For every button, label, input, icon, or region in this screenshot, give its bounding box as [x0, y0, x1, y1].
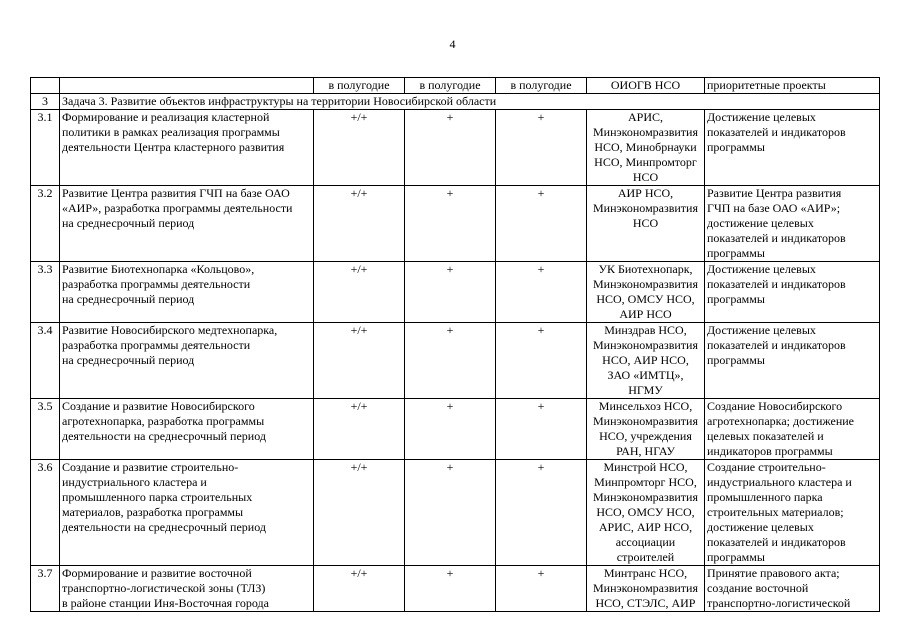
- table-row: [31, 262, 880, 323]
- row-half-3: +: [496, 460, 587, 566]
- row-projects-line: программы: [707, 246, 765, 260]
- row-name: [60, 323, 314, 399]
- row-half-3: +: [496, 399, 587, 460]
- row-name-line: в районе станции Иня-Восточная города: [62, 596, 269, 610]
- row-number: 3.7: [31, 566, 60, 612]
- row-name-line: транспортно-логистической зоны (ТЛЗ): [62, 581, 266, 595]
- table-row: [31, 186, 880, 262]
- row-projects: [705, 323, 880, 399]
- row-half-2: +: [405, 186, 496, 262]
- row-projects-line: Достижение целевых: [707, 110, 816, 124]
- header-executors: ОИОГВ НСО: [587, 78, 705, 94]
- row-projects-line: программы: [707, 353, 765, 367]
- header-projects: приоритетные проекты: [705, 78, 880, 94]
- row-name-line: «АИР», разработка программы деятельности: [62, 201, 293, 215]
- row-half-3: +: [496, 323, 587, 399]
- row-projects-line: индикаторов программы: [707, 444, 833, 458]
- page-number: 4: [449, 37, 456, 51]
- row-number: 3.2: [31, 186, 60, 262]
- row-executors-line: НСО: [632, 170, 659, 184]
- row-projects-line: Достижение целевых: [707, 262, 816, 276]
- row-projects-line: строительных материалов;: [707, 505, 844, 519]
- header-half-1: в полугодие: [314, 78, 405, 94]
- row-name-line: Развитие Новосибирского медтехнопарка,: [62, 323, 278, 337]
- row-projects-line: Создание строительно-: [707, 460, 826, 474]
- row-name-line: политики в рамках реализация программы: [62, 125, 280, 139]
- row-executors-line: АИР НСО,: [617, 186, 674, 200]
- row-executors-line: ЗАО «ИМТЦ»,: [607, 368, 684, 382]
- row-name-line: Создание и развитие Новосибирского: [62, 399, 255, 413]
- row-half-2: +: [405, 566, 496, 612]
- row-projects-line: достижение целевых: [707, 520, 814, 534]
- row-executors-line: ассоциации: [615, 535, 676, 549]
- row-projects-line: Развитие Центра развития: [707, 186, 842, 200]
- row-projects-line: показателей и индикаторов: [707, 535, 846, 549]
- row-executors-line: АИР НСО: [619, 307, 672, 321]
- row-projects-line: показателей и индикаторов: [707, 338, 846, 352]
- row-executors-line: строителей: [616, 550, 675, 564]
- row-executors: [587, 460, 705, 566]
- row-executors-line: НСО, ОМСУ НСО,: [596, 505, 695, 519]
- row-projects: [705, 110, 880, 186]
- row-name-line: Развитие Центра развития ГЧП на базе ОАО: [62, 186, 290, 200]
- row-projects: [705, 262, 880, 323]
- row-half-1: +/+: [314, 186, 405, 262]
- row-executors-line: НСО: [632, 216, 659, 230]
- table-row: [31, 566, 880, 612]
- row-executors-line: РАН, НГАУ: [616, 444, 675, 458]
- row-name-line: разработка программы деятельности: [62, 338, 251, 352]
- header-half-2: в полугодие: [405, 78, 496, 94]
- row-executors: [587, 110, 705, 186]
- row-number: 3.6: [31, 460, 60, 566]
- task-title: Задача 3. Развитие объектов инфраструктуры на территории Новосибирской области: [60, 94, 880, 110]
- row-executors: [587, 566, 705, 612]
- row-executors-line: НСО, АИР НСО,: [602, 353, 689, 367]
- header-num: [31, 78, 60, 94]
- row-name: [60, 110, 314, 186]
- row-executors-line: УК Биотехнопарк,: [598, 262, 693, 276]
- row-executors-line: Минэкономразвития: [592, 490, 698, 504]
- header-name: [60, 78, 314, 94]
- row-name-line: индустриального кластера и: [62, 475, 207, 489]
- row-executors-line: Минпромторг НСО,: [594, 475, 697, 489]
- row-name-line: Формирование и реализация кластерной: [62, 110, 270, 124]
- row-executors-line: Минсельхоз НСО,: [598, 399, 693, 413]
- row-projects-line: индустриального кластера и: [707, 475, 852, 489]
- row-executors-line: НСО, СТЭЛС, АИР: [595, 596, 696, 610]
- row-executors-line: НГМУ: [628, 383, 663, 397]
- row-projects-line: агротехнопарка; достижение: [707, 414, 855, 428]
- row-executors: [587, 186, 705, 262]
- row-projects-line: показателей и индикаторов: [707, 125, 846, 139]
- table-row: [31, 399, 880, 460]
- row-half-2: +: [405, 262, 496, 323]
- row-projects: [705, 186, 880, 262]
- row-executors-line: НСО, учреждения: [599, 429, 692, 443]
- row-projects-line: транспортно-логистической: [707, 596, 851, 610]
- row-name-line: материалов, разработка программы: [62, 505, 244, 519]
- row-half-1: +/+: [314, 323, 405, 399]
- row-projects-line: программы: [707, 140, 765, 154]
- row-executors-line: Минэкономразвития: [592, 125, 698, 139]
- row-half-2: +: [405, 399, 496, 460]
- row-projects-line: Создание Новосибирского: [707, 399, 843, 413]
- row-number: 3.1: [31, 110, 60, 186]
- row-executors-line: Минэкономразвития: [592, 414, 698, 428]
- row-number: 3.3: [31, 262, 60, 323]
- row-executors: [587, 323, 705, 399]
- row-half-3: +: [496, 566, 587, 612]
- row-projects-line: ГЧП на базе ОАО «АИР»;: [707, 201, 841, 215]
- row-name-line: деятельности на среднесрочный период: [62, 429, 266, 443]
- row-name-line: Развитие Биотехнопарка «Кольцово»,: [62, 262, 255, 276]
- row-name-line: деятельности Центра кластерного развития: [62, 140, 285, 154]
- task-num: 3: [31, 94, 60, 110]
- row-half-2: +: [405, 110, 496, 186]
- row-half-2: +: [405, 460, 496, 566]
- row-half-1: +/+: [314, 110, 405, 186]
- row-projects-line: показателей и индикаторов: [707, 277, 846, 291]
- row-executors-line: Минэкономразвития: [592, 277, 698, 291]
- row-projects: [705, 399, 880, 460]
- plan-table: [30, 77, 880, 612]
- row-name-line: деятельности на среднесрочный период: [62, 520, 266, 534]
- row-name: [60, 399, 314, 460]
- table-row: [31, 460, 880, 566]
- row-half-1: +/+: [314, 566, 405, 612]
- row-name: [60, 460, 314, 566]
- header-half-3: в полугодие: [496, 78, 587, 94]
- row-projects-line: целевых показателей и: [707, 429, 824, 443]
- row-projects-line: показателей и индикаторов: [707, 231, 846, 245]
- row-name: [60, 566, 314, 612]
- row-executors-line: Минтранс НСО,: [603, 566, 688, 580]
- row-half-1: +/+: [314, 262, 405, 323]
- row-half-3: +: [496, 262, 587, 323]
- row-projects-line: Принятие правового акта;: [707, 566, 840, 580]
- row-executors-line: АРИС,: [627, 110, 663, 124]
- row-name-line: на среднесрочный период: [62, 292, 195, 306]
- row-projects-line: создание восточной: [707, 581, 809, 595]
- header-row: [31, 78, 880, 94]
- row-executors-line: Минстрой НСО,: [603, 460, 688, 474]
- row-number: 3.5: [31, 399, 60, 460]
- row-name: [60, 262, 314, 323]
- row-executors-line: Минэкономразвития: [592, 201, 698, 215]
- row-executors-line: НСО, Минобрнауки: [594, 140, 697, 154]
- row-name-line: на среднесрочный период: [62, 353, 195, 367]
- row-name-line: Создание и развитие строительно-: [62, 460, 239, 474]
- row-name-line: Формирование и развитие восточной: [62, 566, 252, 580]
- row-executors: [587, 262, 705, 323]
- table-row: [31, 110, 880, 186]
- row-projects: [705, 460, 880, 566]
- row-executors: [587, 399, 705, 460]
- row-executors-line: Минэкономразвития: [592, 581, 698, 595]
- row-projects-line: достижение целевых: [707, 216, 814, 230]
- row-projects: [705, 566, 880, 612]
- task-row: [31, 94, 880, 110]
- row-name-line: разработка программы деятельности: [62, 277, 251, 291]
- row-projects-line: программы: [707, 550, 765, 564]
- row-half-1: +/+: [314, 460, 405, 566]
- row-projects-line: промышленного парка: [707, 490, 823, 504]
- row-name-line: агротехнопарка, разработка программы: [62, 414, 265, 428]
- row-executors-line: НСО, Минпромторг: [594, 155, 697, 169]
- row-projects-line: программы: [707, 292, 765, 306]
- row-half-2: +: [405, 323, 496, 399]
- row-executors-line: Минздрав НСО,: [604, 323, 687, 337]
- row-half-3: +: [496, 110, 587, 186]
- row-name: [60, 186, 314, 262]
- row-name-line: промышленного парка строительных: [62, 490, 253, 504]
- row-number: 3.4: [31, 323, 60, 399]
- row-executors-line: НСО, ОМСУ НСО,: [596, 292, 695, 306]
- row-projects-line: Достижение целевых: [707, 323, 816, 337]
- row-half-1: +/+: [314, 399, 405, 460]
- row-name-line: на среднесрочный период: [62, 216, 195, 230]
- row-executors-line: Минэкономразвития: [592, 338, 698, 352]
- row-executors-line: АРИС, АИР НСО,: [598, 520, 693, 534]
- row-half-3: +: [496, 186, 587, 262]
- table-row: [31, 323, 880, 399]
